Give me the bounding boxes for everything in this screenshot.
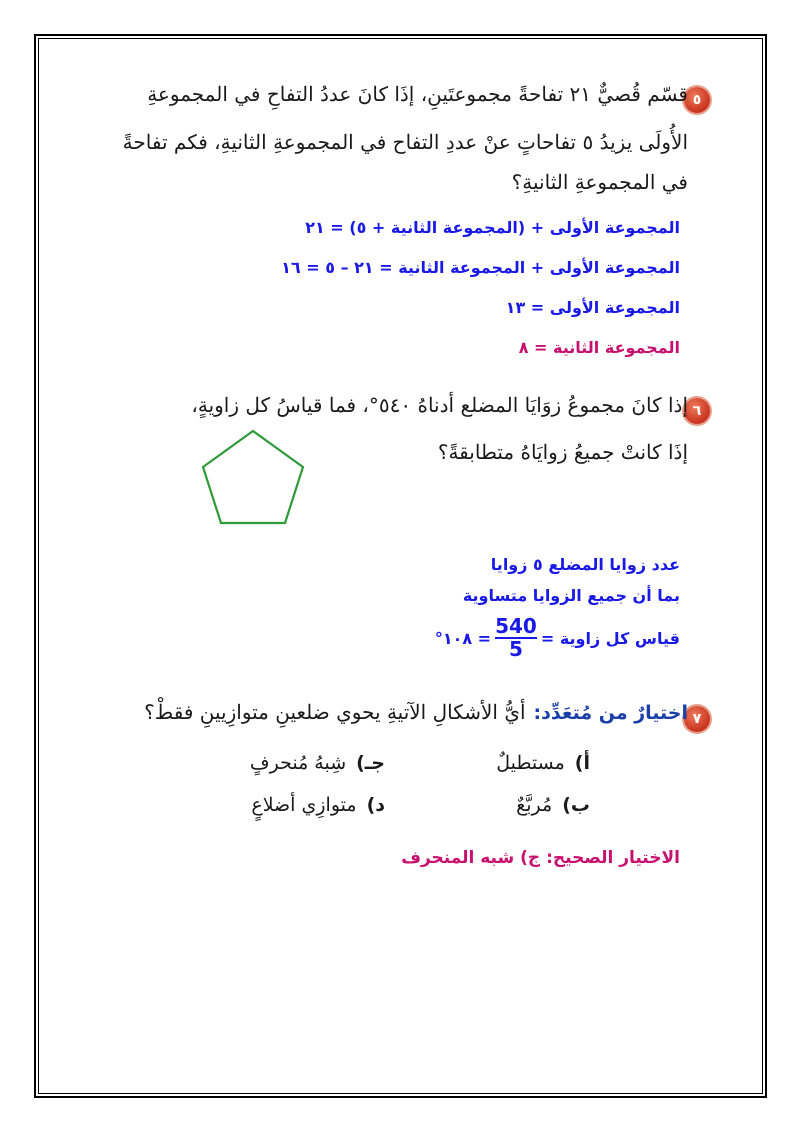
q7-answer-prefix: الاختيار الصحيح: — [546, 848, 680, 868]
question-5-line-2: الأُولَى يزيدُ ٥ تفاحاتٍ عنْ عددِ التفاح في المجموعةِ الثانيةِ، فكم تفاحةً — [122, 130, 688, 154]
choice-b — [516, 794, 590, 816]
pentagon-shape — [203, 431, 303, 523]
fraction-denominator: 5 — [509, 637, 523, 661]
choice-c-text: شِبهُ مُنحرفٍ — [249, 752, 347, 774]
q5-answer-eq2: المجموعة الأولى + المجموعة الثانية = ٢١ – ٥ = ١٦ — [281, 258, 680, 277]
choice-a-letter: أ) — [574, 752, 590, 774]
q5-answer-eq1: المجموعة الأولى + (المجموعة الثانية + ٥) = ٢١ — [305, 218, 680, 237]
q6-answer-line-2: بما أن جميع الزوايا متساوية — [462, 586, 680, 605]
question-7-number: ٧ — [684, 706, 710, 732]
q5-answer-final: المجموعة الثانية = ٨ — [518, 338, 680, 357]
question-7-label: اختيارٌ من مُتعَدِّد: — [533, 702, 688, 724]
q6-answer-line-3 — [435, 616, 680, 660]
question-7-line — [144, 700, 688, 726]
question-6-line-1: إذا كانَ مجموعُ زوَايَا المضلع أدناهُ ٥٤٠°، فما قياسُ كل زاويةٍ، — [191, 393, 688, 417]
q5-answer-eq3: المجموعة الأولى = ١٣ — [505, 298, 680, 317]
choice-c — [250, 752, 385, 774]
choice-b-letter: ب) — [562, 794, 590, 816]
q6-answer-fraction — [495, 616, 537, 660]
question-7-text: أيُّ الأشكالِ الآتيةِ يحوي ضلعينِ متوازِيينِ فقطْ؟ — [144, 700, 526, 724]
q7-answer-value: ج) شبه المنحرف — [401, 848, 541, 868]
fraction-numerator: 540 — [495, 614, 537, 638]
choice-d-text: متوازِي أضلاعٍ — [251, 794, 357, 816]
q6-answer-prefix: قياس كل زاوية = — [540, 628, 680, 648]
choice-b-text: مُربَّعٌ — [516, 794, 553, 816]
pentagon-figure — [195, 425, 315, 530]
choice-a-text: مستطيلٌ — [496, 752, 565, 774]
choice-d — [251, 794, 385, 816]
q7-answer — [401, 848, 680, 868]
question-5-line-1: قسّم قُصيٌّ ٢١ تفاحةً مجموعتَينِ، إذَا كانَ عددُ التفاحِ في المجموعةِ — [147, 82, 688, 106]
choice-c-letter: جـ) — [356, 752, 385, 774]
question-5-line-3: في المجموعةِ الثانيةِ؟ — [511, 170, 688, 194]
q6-answer-line-1: عدد زوايا المضلع ٥ زوايا — [490, 555, 680, 574]
question-6-line-2: إذَا كانتْ جميعُ زوايَاهُ متطابقةً؟ — [437, 440, 688, 464]
choice-d-letter: د) — [366, 794, 385, 816]
choice-a — [496, 752, 590, 774]
q6-answer-result: = ١٠٨° — [434, 628, 492, 648]
question-6-number: ٦ — [684, 398, 710, 424]
question-5-number: ٥ — [684, 87, 710, 113]
